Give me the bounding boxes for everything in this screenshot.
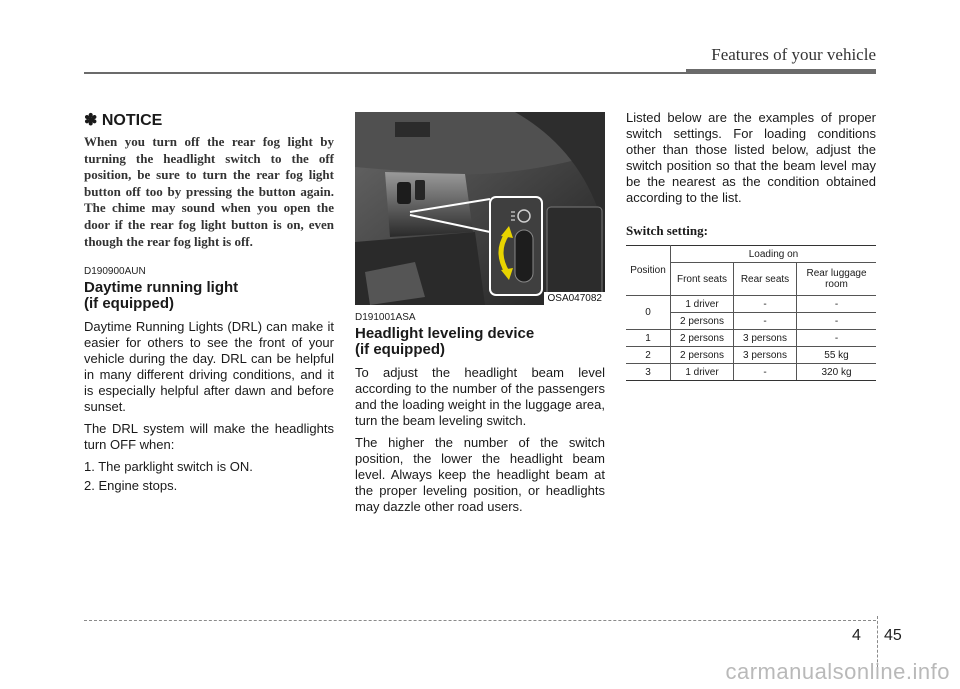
header-accent-bar: [686, 69, 876, 74]
cell-position: 3: [626, 364, 671, 381]
leveling-paragraph-2: The higher the number of the switch position, the lower the headlight beam level. Always keep the headlight beam at the proper leveling position, or headlights may dazzle other road users.: [355, 435, 605, 514]
position-header: Position: [626, 246, 671, 296]
cell-luggage: 320 kg: [797, 364, 877, 381]
list-item: 1. The parklight switch is ON.: [84, 459, 253, 475]
cell-position: 2: [626, 347, 671, 364]
cell-front: 2 persons: [671, 347, 734, 364]
table-row: [626, 296, 876, 313]
column-left: [84, 110, 334, 497]
drl-paragraph-2: The DRL system will make the headlights turn OFF when:: [84, 421, 334, 453]
cell-front: 2 persons: [671, 330, 734, 347]
drl-list: [84, 459, 334, 494]
list-item: 2. Engine stops.: [84, 478, 178, 494]
cell-rear: -: [734, 296, 797, 313]
table-row: [626, 330, 876, 347]
headlight-leveling-switch-photo: [355, 112, 605, 305]
switch-setting-table: [626, 245, 876, 381]
cell-position: 1: [626, 330, 671, 347]
cell-front: 2 persons: [671, 313, 734, 330]
column-middle: [355, 312, 605, 521]
photo-caption: OSA047082: [544, 292, 606, 305]
switch-setting-title: Switch setting:: [626, 223, 708, 238]
cell-rear: -: [734, 313, 797, 330]
rear-luggage-header: [797, 263, 877, 296]
examples-paragraph: Listed below are the examples of proper switch settings. For loading conditions other than those listed below, adjust the switch position so that the beam level may be the nearest as the condition obtained according to the list.: [626, 110, 876, 205]
drl-section-code: D190900AUN: [84, 266, 146, 278]
cell-rear: 3 persons: [734, 330, 797, 347]
table-row: [626, 364, 876, 381]
leveling-heading: [355, 326, 605, 358]
drl-heading-line2: (if equipped): [84, 295, 174, 313]
rear-luggage-header-line2: room: [825, 279, 848, 290]
drl-paragraph-1: Daytime Running Lights (DRL) can make it easier for others to see the front of your vehicle during the day. DRL can be helpful in many different driving conditions, and it is especially helpful after dawn and before sunset.: [84, 319, 334, 415]
cell-luggage: -: [797, 330, 877, 347]
cell-rear: -: [734, 364, 797, 381]
cell-front: 1 driver: [671, 364, 734, 381]
watermark: carmanualsonline.info: [725, 659, 950, 684]
dashboard-illustration: [355, 112, 605, 305]
page-number: 45: [884, 627, 902, 644]
cell-luggage: -: [797, 313, 877, 330]
notice-body: When you turn off the rear fog light by turning the headlight switch to the off position, be sure to turn the rear fog light button off too by pressing the button again. The chime may sound when you open the door if the rear fog light button is on, even though the rear fog light is off.: [84, 134, 334, 249]
header-title: Features of your vehicle: [711, 45, 876, 64]
chapter-number: 4: [852, 627, 861, 644]
drl-heading-line1: Daytime running light: [84, 279, 239, 297]
cell-luggage: -: [797, 296, 877, 313]
cell-luggage: 55 kg: [797, 347, 877, 364]
loading-header: Loading on: [671, 246, 877, 263]
rear-luggage-header-line1: Rear luggage: [806, 268, 867, 279]
leveling-paragraph-1: To adjust the headlight beam level according to the number of the passengers and the loading weight in the luggage area, turn the beam leveling switch.: [355, 365, 605, 428]
cell-front: 1 driver: [671, 296, 734, 313]
notice-title: ✽ NOTICE: [84, 112, 163, 129]
table-row: [626, 347, 876, 364]
leveling-heading-line1: Headlight leveling device: [355, 325, 535, 342]
leveling-section-code: D191001ASA: [355, 312, 416, 323]
footer-rule: [84, 620, 876, 621]
leveling-heading-line2: (if equipped): [355, 341, 445, 358]
column-right: [626, 110, 876, 381]
cell-position: 0: [626, 296, 671, 330]
front-seats-header: Front seats: [671, 263, 734, 296]
drl-heading: [84, 280, 334, 312]
cell-rear: 3 persons: [734, 347, 797, 364]
rear-seats-header: Rear seats: [734, 263, 797, 296]
